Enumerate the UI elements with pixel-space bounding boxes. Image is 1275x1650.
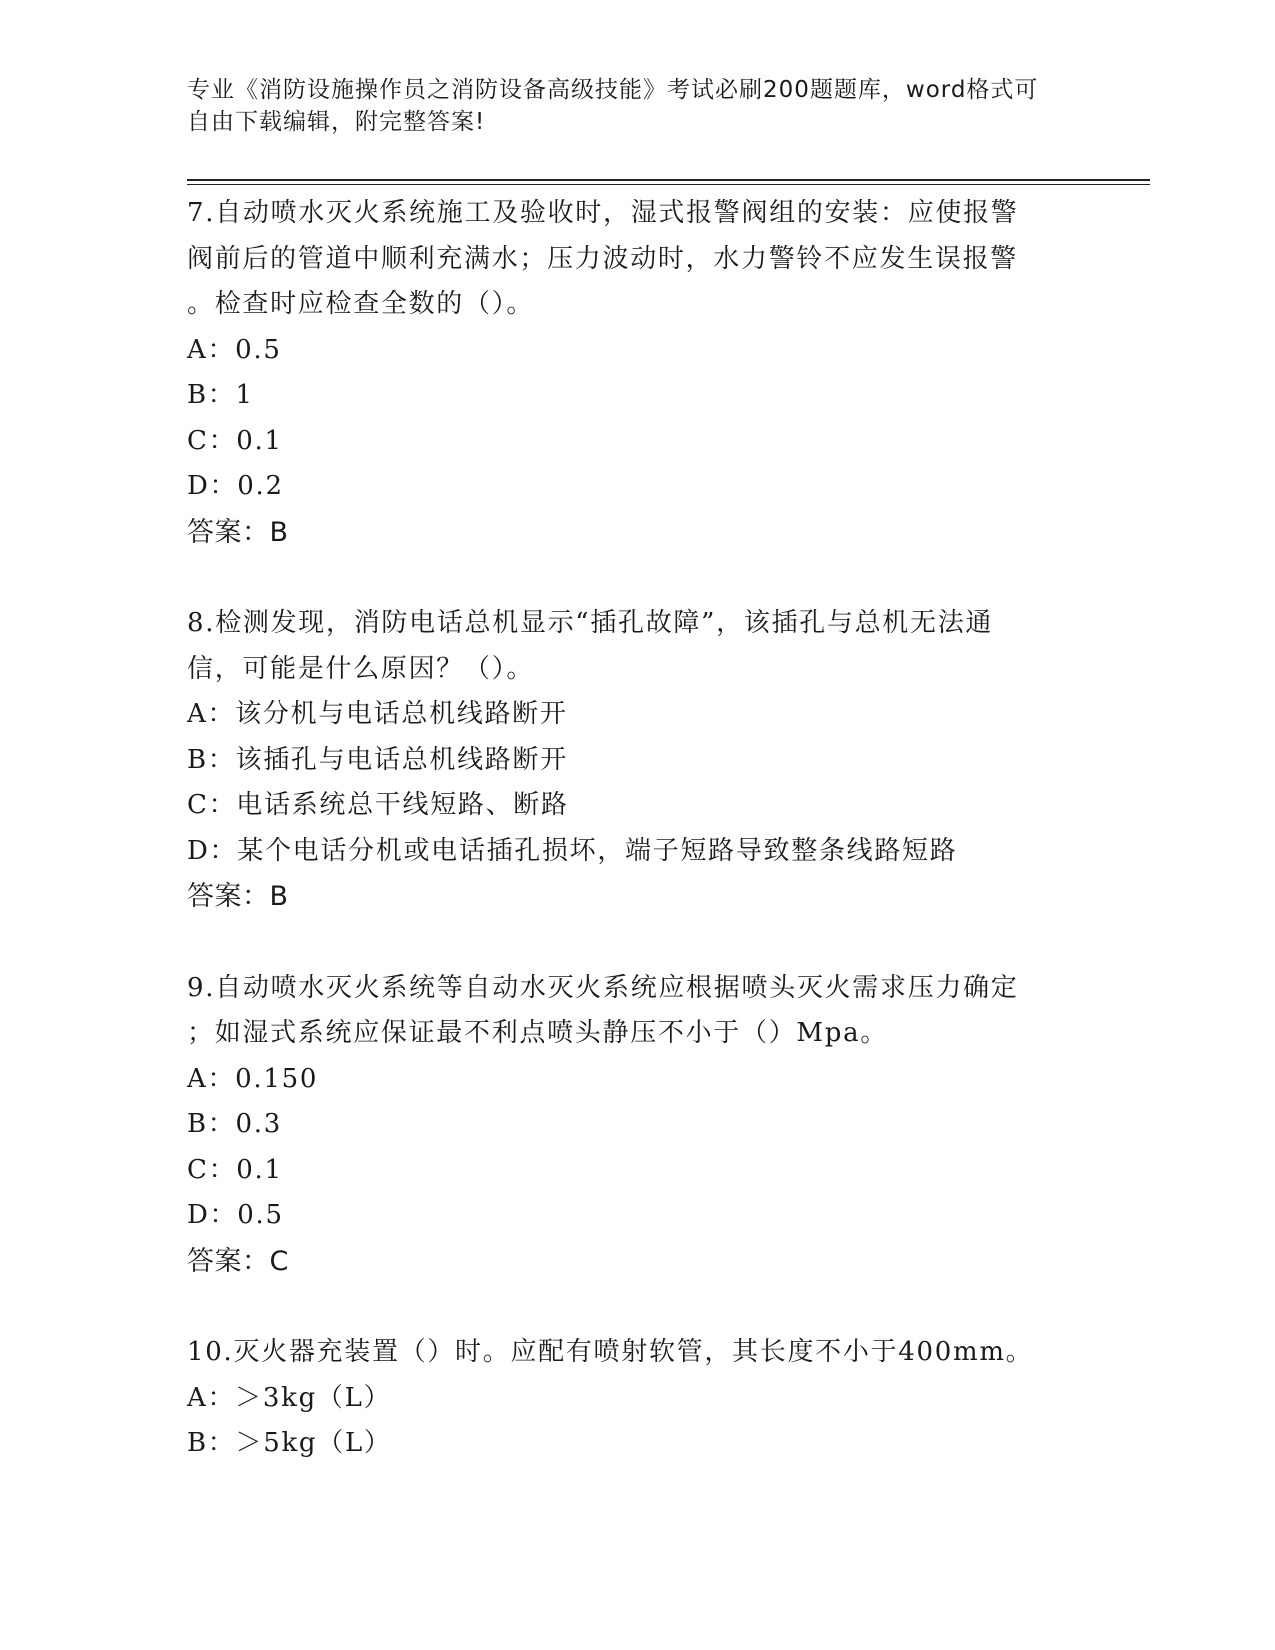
answer-label: 答案：B	[187, 881, 289, 912]
question-text-line: 10.灭火器充装置（）时。应配有喷射软管，其长度不小于400mm。	[187, 1337, 1034, 1367]
option-b: B：1	[187, 380, 254, 410]
question-text-line: ；如湿式系统应保证最不利点喷头静压不小于（）Mpa。	[187, 1018, 888, 1048]
option-b: B：该插孔与电话总机线路断开	[187, 744, 568, 775]
question-text-line: 7.自动喷水灭火系统施工及验收时，湿式报警阀组的安装：应使报警	[187, 198, 1019, 228]
option-d: D：0.2	[187, 471, 284, 501]
option-d: D：0.5	[187, 1200, 284, 1230]
question-text-line: 8.检测发现，消防电话总机显示“插孔故障”，该插孔与总机无法通	[187, 608, 994, 638]
header-line-1: 专业《消防设施操作员之消防设备高级技能》考试必刷200题题库，word格式可	[187, 77, 1039, 103]
question-8	[187, 601, 1087, 920]
question-text-line: 9.自动喷水灭火系统等自动水灭火系统应根据喷头灭火需求压力确定	[187, 972, 1019, 1003]
option-a: A：该分机与电话总机线路断开	[187, 699, 568, 729]
question-text-line: 阀前后的管道中顺利充满水；压力波动时，水力警铃不应发生误报警	[187, 243, 1019, 274]
question-text-line: 。检查时应检查全数的（）。	[187, 289, 535, 319]
option-a: A：0.5	[187, 334, 282, 365]
answer-label: 答案：B	[187, 516, 289, 548]
document-header	[187, 74, 1067, 138]
question-7	[187, 191, 1087, 555]
option-a: A：0.150	[187, 1063, 319, 1094]
answer-label: 答案：C	[187, 1245, 289, 1277]
question-text-line: 信，可能是什么原因？（）。	[187, 653, 535, 684]
option-d: D：某个电话分机或电话插孔损坏，端子短路导致整条线路短路	[187, 835, 958, 866]
header-line-2: 自由下载编辑，附完整答案!	[187, 109, 486, 135]
question-10	[187, 1330, 1087, 1467]
question-list	[187, 191, 1087, 1513]
option-c: C：0.1	[187, 425, 283, 456]
option-b: B：＞5kg（L）	[187, 1428, 392, 1458]
option-c: C：0.1	[187, 1154, 283, 1185]
option-a: A：＞3kg（L）	[187, 1382, 392, 1413]
option-c: C：电话系统总干线短路、断路	[187, 790, 569, 820]
option-b: B：0.3	[187, 1109, 282, 1139]
header-divider-thick	[187, 179, 1150, 181]
question-9	[187, 966, 1087, 1285]
header-divider-thin	[187, 184, 1150, 185]
